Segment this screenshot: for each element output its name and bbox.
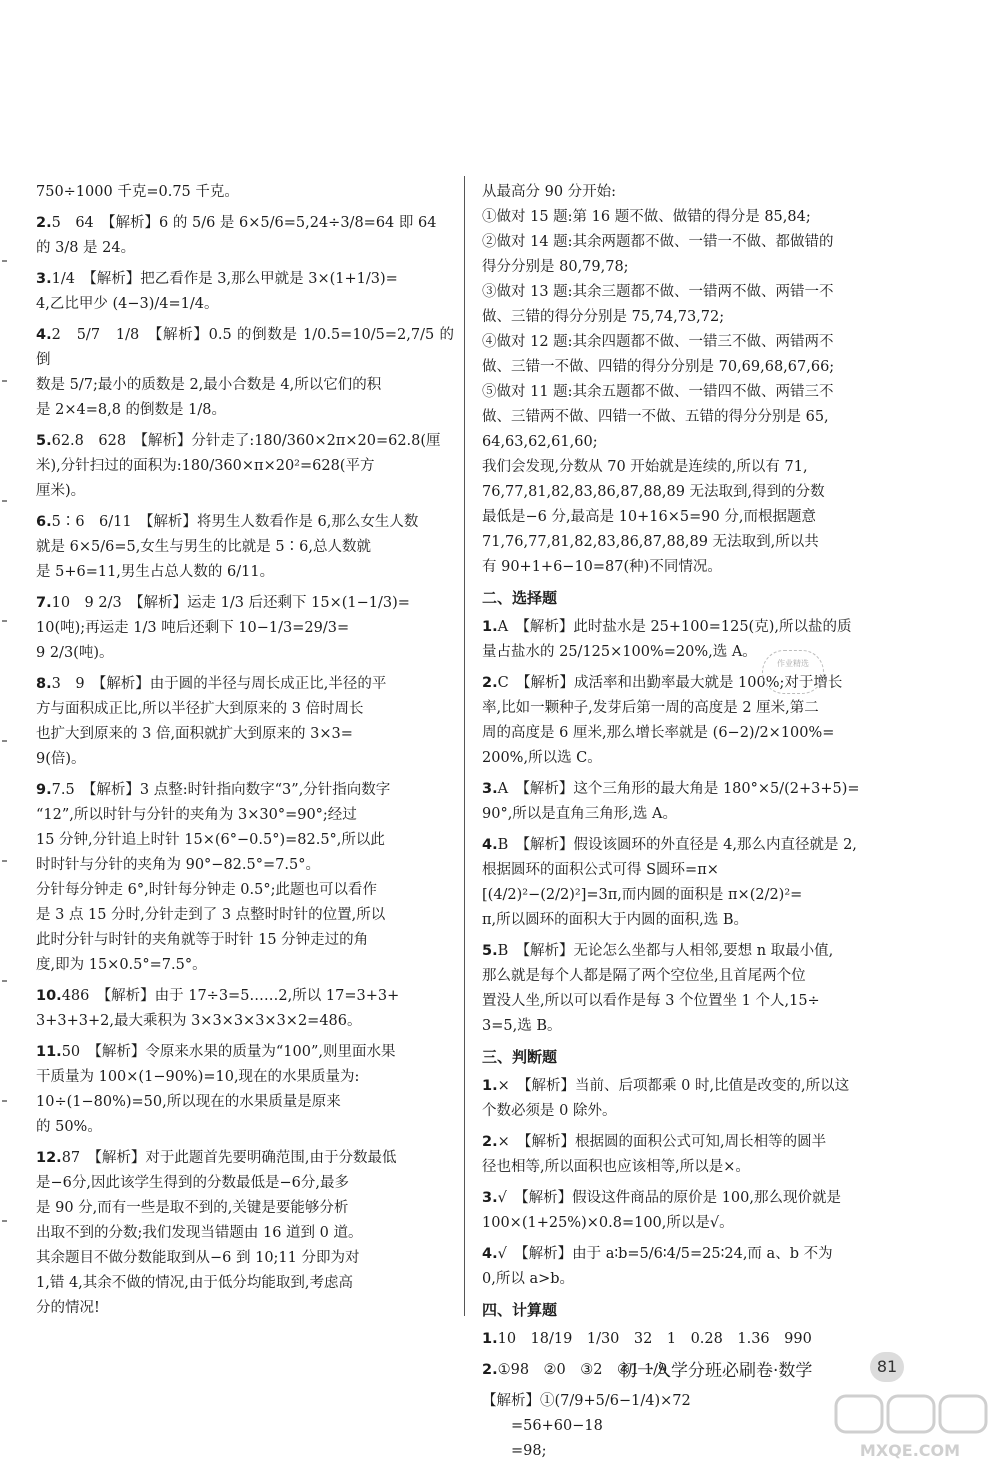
answer-text: 62.8 628 【解析】分针走了:180/360×2π×20=62.8(厘 xyxy=(51,433,441,449)
answer-item xyxy=(36,267,454,317)
question-number: 4. xyxy=(482,837,498,853)
question-number: 8. xyxy=(36,676,52,692)
section-heading: 二、选择题 xyxy=(482,589,558,607)
answer-line xyxy=(482,1014,902,1039)
book-title: 初一入学分班必刷卷·数学 xyxy=(620,1361,813,1381)
answer-line xyxy=(36,641,454,666)
question-number: 1. xyxy=(482,619,498,635)
answer-item xyxy=(36,1146,454,1321)
answer-text: 50 【解析】令原来水果的质量为“100”,则里面水果 xyxy=(61,1044,396,1060)
answer-line xyxy=(36,1065,454,1090)
answer-text: 分的情况! xyxy=(36,1300,100,1316)
answer-text: 量占盐水的 25/125×100%=20%,选 A。 xyxy=(482,644,757,660)
answer-text: 方与面积成正比,所以半径扩大到原来的 3 倍时周长 xyxy=(36,701,364,717)
answer-item xyxy=(482,1130,902,1180)
answer-line xyxy=(482,1267,902,1292)
answer-text: 的 50%。 xyxy=(36,1119,102,1135)
answer-line xyxy=(482,1242,902,1267)
answer-text: 度,即为 15×0.5°=7.5°。 xyxy=(36,957,207,973)
answer-text: 根据圆环的面积公式可得 S圆环=π× xyxy=(482,862,719,878)
answer-text: 5∶6 6/11 【解析】将男生人数看作是 6,那么女生人数 xyxy=(51,514,419,530)
answer-item xyxy=(482,1327,902,1352)
answer-line xyxy=(482,883,902,908)
answer-text: 米),分针扫过的面积为:180/360×π×20²=628(平方 xyxy=(36,458,375,474)
answer-line: 做、三错的得分分别是 75,74,73,72; xyxy=(482,309,725,325)
answer-text: √ 【解析】假设这件商品的原价是 100,那么现价就是 xyxy=(497,1190,841,1206)
answer-item xyxy=(482,1242,902,1292)
answer-line xyxy=(36,1171,454,1196)
answer-line xyxy=(36,878,454,903)
answer-text: 径也相等,所以面积也应该相等,所以是×。 xyxy=(482,1159,750,1175)
answer-text: 750÷1000 千克=0.75 千克。 xyxy=(36,184,239,200)
column-divider xyxy=(464,176,465,1316)
answer-text: 是 3 点 15 分时,分针走到了 3 点整时时针的位置,所以 xyxy=(36,907,386,923)
answer-text: 【解析】①(7/9+5/6−1/4)×72 xyxy=(482,1393,691,1409)
section-heading: 四、计算题 xyxy=(482,1301,558,1319)
answer-text: ①98 ②0 ③2 ④1 1/9 xyxy=(497,1362,668,1378)
answer-text: 那么就是每个人都是隔了两个空位坐,且首尾两个位 xyxy=(482,968,806,984)
answer-text: =98; xyxy=(482,1443,547,1459)
answer-item xyxy=(36,429,454,504)
answer-text: 率,比如一颗种子,发芽后第一周的高度是 2 厘米,第二 xyxy=(482,700,819,716)
answer-text: 10(吨);再运走 1/3 吨后还剩下 10−1/3=29/3= xyxy=(36,620,350,636)
answer-text: B 【解析】无论怎么坐都与人相邻,要想 n 取最小值, xyxy=(497,943,834,959)
question-number: 12. xyxy=(36,1150,62,1166)
answer-text: × 【解析】根据圆的面积公式可知,周长相等的圆半 xyxy=(497,1134,827,1150)
answer-text: 干质量为 100×(1−90%)=10,现在的水果质量为: xyxy=(36,1069,360,1085)
question-number: 4. xyxy=(36,327,52,343)
answer-line xyxy=(36,778,454,803)
answer-line xyxy=(482,1155,902,1180)
question-number: 2. xyxy=(482,1362,498,1378)
question-number: 7. xyxy=(36,595,52,611)
answer-item xyxy=(36,510,454,585)
left-column xyxy=(36,180,454,1327)
page-number-badge: 81 xyxy=(870,1352,904,1382)
answer-text: 其余题目不做分数能取到从−6 到 10;11 分即为对 xyxy=(36,1250,360,1266)
answer-item xyxy=(36,778,454,978)
answer-line xyxy=(482,671,902,696)
answer-line xyxy=(36,454,454,479)
answer-text: 10÷(1−80%)=50,所以现在的水果质量是原来 xyxy=(36,1094,341,1110)
answer-item xyxy=(482,671,902,771)
answer-line xyxy=(36,398,454,423)
answer-text: 3+3+3+2,最大乘积为 3×3×3×3×3×2=486。 xyxy=(36,1013,362,1029)
answer-line: ②做对 14 题:其余两题都不做、一错一不做、都做错的 xyxy=(482,234,834,250)
answer-text: [(4/2)²−(2/2)²]=3π,而内圆的面积是 π×(2/2)²= xyxy=(482,887,803,903)
answer-line: ④做对 12 题:其余四题都不做、一错三不做、两错两不 xyxy=(482,334,834,350)
answer-text: 数是 5/7;最小的质数是 2,最小合数是 4,所以它们的积 xyxy=(36,377,382,393)
answer-text: 是 5+6=11,男生占总人数的 6/11。 xyxy=(36,564,275,580)
question-number: 2. xyxy=(482,1134,498,1150)
question-number: 1. xyxy=(482,1331,498,1347)
answer-item xyxy=(482,939,902,1039)
answer-line xyxy=(36,1146,454,1171)
answer-line xyxy=(36,1246,454,1271)
answer-line: ③做对 13 题:其余三题都不做、一错两不做、两错一不 xyxy=(482,284,834,300)
answer-item xyxy=(36,591,454,666)
answer-line: 得分分别是 80,79,78; xyxy=(482,259,629,275)
answer-text: 也扩大到原来的 3 倍,面积就扩大到原来的 3×3= xyxy=(36,726,353,742)
answer-line xyxy=(482,939,902,964)
answer-line xyxy=(36,1090,454,1115)
answer-line xyxy=(482,746,902,771)
answer-line xyxy=(36,747,454,772)
answer-line xyxy=(482,989,902,1014)
section-heading: 三、判断题 xyxy=(482,1048,558,1066)
answer-line xyxy=(36,292,454,317)
answer-line xyxy=(36,180,454,205)
answer-item xyxy=(36,1040,454,1140)
answer-line: 最低是−6 分,最高是 10+16×5=90 分,而根据题意 xyxy=(482,509,816,525)
page-footer xyxy=(620,1352,920,1386)
question-number: 3. xyxy=(482,781,498,797)
answer-line xyxy=(36,828,454,853)
answer-line xyxy=(36,1221,454,1246)
answer-line xyxy=(482,802,902,827)
answer-line xyxy=(482,1186,902,1211)
answer-text: 5 64 【解析】6 的 5/6 是 6×5/6=5,24÷3/8=64 即 64 xyxy=(51,215,437,231)
answer-text: A 【解析】此时盐水是 25+100=125(克),所以盐的质 xyxy=(497,619,852,635)
answer-line xyxy=(36,1009,454,1034)
answer-text: B 【解析】假设该圆环的外直径是 4,那么内直径就是 2, xyxy=(497,837,857,853)
answer-item xyxy=(482,833,902,933)
answer-line xyxy=(36,323,454,373)
answer-line: 71,76,77,81,82,83,86,87,88,89 无法取到,所以共 xyxy=(482,534,819,550)
answer-line: 64,63,62,61,60; xyxy=(482,434,598,450)
answer-item xyxy=(482,615,902,665)
binding-edge-marks xyxy=(2,260,8,1460)
answer-line xyxy=(36,1040,454,1065)
question-number: 5. xyxy=(36,433,52,449)
answer-text: 1,错 4,其余不做的情况,由于低分均能取到,考虑高 xyxy=(36,1275,353,1291)
answer-line: 从最高分 90 分开始: xyxy=(482,184,617,200)
stamp-text: 作业精选 xyxy=(777,659,809,668)
answer-line xyxy=(482,1074,902,1099)
answer-text: √ 【解析】由于 a∶b=5/6∶4/5=25∶24,而 a、b 不为 xyxy=(497,1246,833,1262)
answer-line xyxy=(36,591,454,616)
answer-text: 9 2/3(吨)。 xyxy=(36,645,114,661)
answer-line xyxy=(482,1099,902,1124)
question-number: 9. xyxy=(36,782,52,798)
answer-text: 个数必须是 0 除外。 xyxy=(482,1103,617,1119)
continuation-block xyxy=(482,180,902,580)
answer-text: 1/4 【解析】把乙看作是 3,那么甲就是 3×(1+1/3)= xyxy=(51,271,398,287)
answer-line xyxy=(36,479,454,504)
answer-text: “12”,所以时针与分针的夹角为 3×30°=90°;经过 xyxy=(36,807,357,823)
answer-text: 100×(1+25%)×0.8=100,所以是√。 xyxy=(482,1215,734,1231)
question-number: 3. xyxy=(482,1190,498,1206)
answer-text: × 【解析】当前、后项都乘 0 时,比值是改变的,所以这 xyxy=(497,1078,850,1094)
answer-line xyxy=(36,984,454,1009)
answer-item xyxy=(36,180,454,205)
answer-text: 0,所以 a>b。 xyxy=(482,1271,575,1287)
answer-line xyxy=(36,803,454,828)
answer-line xyxy=(482,777,902,802)
answer-text: 就是 6×5/6=5,女生与男生的比就是 5∶6,总人数就 xyxy=(36,539,371,555)
answer-item xyxy=(482,777,902,827)
answer-line xyxy=(36,672,454,697)
answer-text: 的 3/8 是 24。 xyxy=(36,240,136,256)
answer-item xyxy=(482,1074,902,1124)
answer-line xyxy=(36,560,454,585)
right-column xyxy=(482,180,902,1470)
answer-text: 是−6分,因此该学生得到的分数最低是−6分,最多 xyxy=(36,1175,349,1191)
answer-item xyxy=(36,323,454,423)
answer-line xyxy=(36,510,454,535)
answer-line xyxy=(482,1130,902,1155)
question-number: 1. xyxy=(482,1078,498,1094)
answer-line: ⑤做对 11 题:其余五题都不做、一错四不做、两错三不 xyxy=(482,384,834,400)
question-number: 5. xyxy=(482,943,498,959)
answer-text: 分针每分钟走 6°,时针每分钟走 0.5°;此题也可以看作 xyxy=(36,882,377,898)
answer-text: 出取不到的分数;我们发现当错题由 16 道到 0 道。 xyxy=(36,1225,363,1241)
answer-line xyxy=(36,1271,454,1296)
answer-item xyxy=(36,672,454,772)
answer-text: 此时分针与时针的夹角就等于时针 15 分钟走过的角 xyxy=(36,932,369,948)
question-number: 10. xyxy=(36,988,62,1004)
answer-line xyxy=(36,722,454,747)
answer-line xyxy=(36,429,454,454)
answer-text: 时时针与分针的夹角为 90°−82.5°=7.5°。 xyxy=(36,857,320,873)
answer-text: 15 分钟,分针追上时针 15×(6°−0.5°)=82.5°,所以此 xyxy=(36,832,385,848)
answer-text: 3=5,选 B。 xyxy=(482,1018,562,1034)
answer-text: 87 【解析】对于此题首先要明确范围,由于分数最低 xyxy=(61,1150,397,1166)
answer-line xyxy=(482,615,902,640)
answer-line xyxy=(36,953,454,978)
question-number: 2. xyxy=(36,215,52,231)
answer-line xyxy=(482,721,902,746)
answer-line: ①做对 15 题:第 16 题不做、做错的得分是 85,84; xyxy=(482,209,811,225)
question-number: 6. xyxy=(36,514,52,530)
question-number: 11. xyxy=(36,1044,62,1060)
answer-text: 厘米)。 xyxy=(36,483,86,499)
answer-line xyxy=(482,908,902,933)
answer-line xyxy=(482,964,902,989)
answer-text: 10 18/19 1/30 32 1 0.28 1.36 990 xyxy=(497,1331,812,1347)
answer-text: C 【解析】成活率和出勤率最大就是 100%;对于增长 xyxy=(497,675,843,691)
answer-line xyxy=(482,1327,902,1352)
answer-line xyxy=(36,903,454,928)
answer-text: 486 【解析】由于 17÷3=5……2,所以 17=3+3+ xyxy=(61,988,400,1004)
answer-item xyxy=(482,1186,902,1236)
answer-line: 有 90+1+6−10=87(种)不同情况。 xyxy=(482,559,722,575)
answer-text: 7.5 【解析】3 点整:时针指向数字“3”,分针指向数字 xyxy=(51,782,391,798)
answer-line: 做、三错一不做、四错的得分分别是 70,69,68,67,66; xyxy=(482,359,835,375)
answer-line xyxy=(482,833,902,858)
answer-line: 我们会发现,分数从 70 开始就是连续的,所以有 71, xyxy=(482,459,808,475)
answer-text: 是 90 分,而有一些是取不到的,关键是要能够分析 xyxy=(36,1200,349,1216)
answer-item xyxy=(36,984,454,1034)
answer-line xyxy=(36,1296,454,1321)
answer-line xyxy=(36,1196,454,1221)
answer-line xyxy=(36,236,454,261)
answer-line xyxy=(36,928,454,953)
answer-text: =56+60−18 xyxy=(482,1418,603,1434)
question-number: 2. xyxy=(482,675,498,691)
question-number: 3. xyxy=(36,271,52,287)
watermark-logo xyxy=(830,1392,990,1464)
answer-line xyxy=(36,697,454,722)
answer-text: 90°,所以是直角三角形,选 A。 xyxy=(482,806,677,822)
answer-line xyxy=(36,267,454,292)
answer-text: 10 9 2/3 【解析】运走 1/3 后还剩下 15×(1−1/3)= xyxy=(51,595,410,611)
answer-line xyxy=(36,616,454,641)
answer-text: 2 5/7 1/8 【解析】0.5 的倒数是 1/0.5=10/5=2,7/5 的倒 xyxy=(36,327,454,368)
watermark-text: MXQE.COM xyxy=(859,1441,961,1460)
answer-text: 是 2×4=8,8 的倒数是 1/8。 xyxy=(36,402,226,418)
answer-text: 200%,所以选 C。 xyxy=(482,750,602,766)
question-number: 4. xyxy=(482,1246,498,1262)
answer-text: 周的高度是 6 厘米,那么增长率就是 (6−2)/2×100%= xyxy=(482,725,835,741)
answer-line: 76,77,81,82,83,86,87,88,89 无法取到,得到的分数 xyxy=(482,484,825,500)
answer-line xyxy=(36,535,454,560)
answer-text: 3 9 【解析】由于圆的半径与周长成正比,半径的平 xyxy=(51,676,387,692)
answer-line xyxy=(36,853,454,878)
faint-stamp xyxy=(762,650,824,694)
answer-line xyxy=(482,1211,902,1236)
answer-line: 做、三错两不做、四错一不做、五错的得分分别是 65, xyxy=(482,409,829,425)
answer-line xyxy=(482,640,902,665)
answer-item xyxy=(36,211,454,261)
answer-text: 置没人坐,所以可以看作是每 3 个位置坐 1 个人,15÷ xyxy=(482,993,820,1009)
answer-line xyxy=(36,373,454,398)
answer-text: 4,乙比甲少 (4−3)/4=1/4。 xyxy=(36,296,219,312)
answer-text: A 【解析】这个三角形的最大角是 180°×5/(2+3+5)= xyxy=(497,781,860,797)
answer-line xyxy=(482,696,902,721)
answer-line xyxy=(482,858,902,883)
answer-line xyxy=(36,1115,454,1140)
answer-text: π,所以圆环的面积大于内圆的面积,选 B。 xyxy=(482,912,749,928)
answer-text: 9(倍)。 xyxy=(36,751,86,767)
answer-line xyxy=(36,211,454,236)
